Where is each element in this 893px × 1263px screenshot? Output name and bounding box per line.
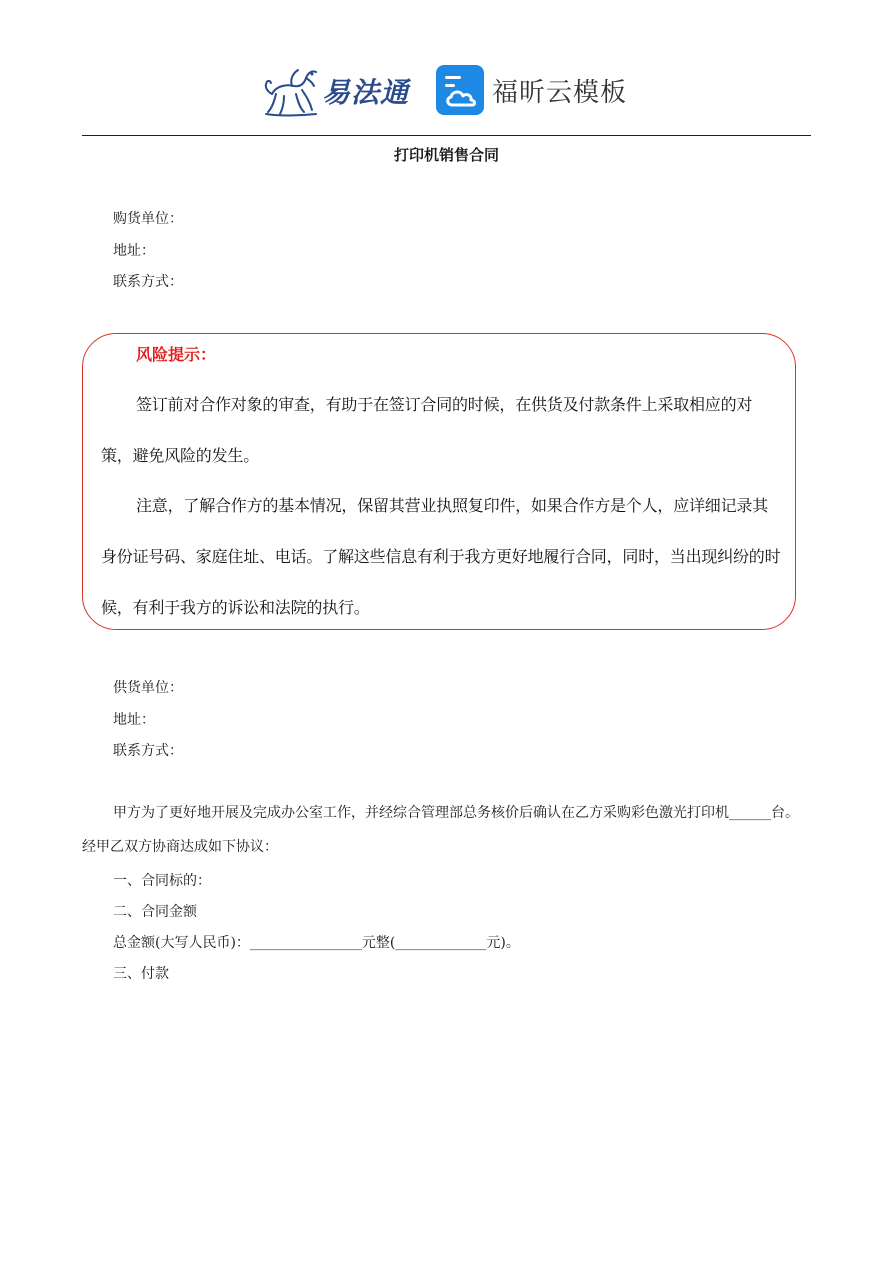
risk-notice-paragraph-2: 注意，了解合作方的基本情况，保留其营业执照复印件，如果合作方是个人，应详细记录其身份证号码、家庭住址、电话。了解这些信息有利于我方更好地履行合同，同时，当出现纠纷的时候，有利于我方的诉讼和法院的执行。 (101, 496, 781, 617)
risk-notice-title: 风险提示： (136, 345, 217, 364)
horse-emblem-icon (262, 64, 320, 118)
buyer-contact-label: 联系方式： (113, 274, 183, 290)
logo-fuxin (436, 64, 627, 116)
logo-yifatong (262, 64, 409, 118)
buyer-address-label: 地址： (113, 243, 155, 259)
total-amount-line: 总金额(大写人民币)：________________元整(_____________元)。 (113, 935, 520, 951)
seller-unit-label: 供货单位： (113, 680, 183, 696)
section-payment-heading: 三、付款 (113, 966, 169, 982)
logo-yifatong-text: 易法通 (322, 76, 410, 109)
seller-address-label: 地址： (113, 712, 155, 728)
document-title: 打印机销售合同 (393, 146, 499, 164)
header (0, 60, 893, 124)
section-subject-heading: 一、合同标的： (113, 873, 211, 889)
contract-intro-paragraph: 甲方为了更好地开展及完成办公室工作，并经综合管理部总务核价后确认在乙方采购彩色激光打印机______台。经甲乙双方协商达成如下协议： (82, 805, 799, 855)
seller-contact-label: 联系方式： (113, 743, 183, 759)
header-divider (82, 135, 811, 136)
cloud-document-icon (436, 65, 484, 115)
risk-notice-paragraph-1: 签订前对合作对象的审查，有助于在签订合同的时候，在供货及付款条件上采取相应的对策，避免风险的发生。 (101, 395, 753, 465)
logo-fuxin-text: 福昕云模板 (492, 77, 628, 108)
section-amount-heading: 二、合同金额 (113, 904, 197, 920)
buyer-unit-label: 购货单位： (113, 211, 183, 227)
